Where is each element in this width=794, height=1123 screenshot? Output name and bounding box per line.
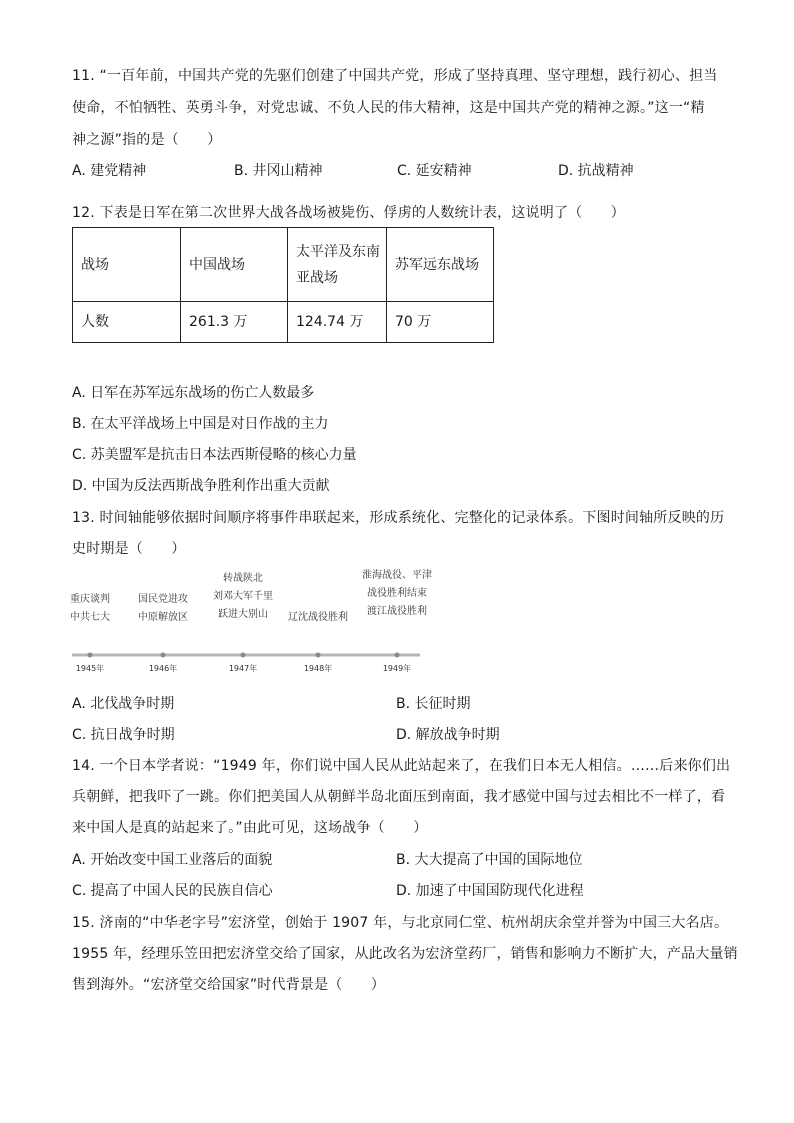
- q13-option-c: C. 抗日战争时期: [72, 727, 175, 743]
- table-row: [73, 228, 494, 302]
- timeline-event-line: 中共七大: [70, 612, 110, 623]
- timeline-year: 1948年: [303, 664, 333, 673]
- q14-option-d: D. 加速了中国国防现代化进程: [396, 883, 584, 899]
- timeline-dot: [88, 653, 93, 658]
- timeline-event-line: 中原解放区: [138, 612, 188, 623]
- q14-stem-line-2: 兵朝鲜，把我吓了一跳。你们把美国人从朝鲜半岛北面压到南面，我才感觉中国与过去相比不一样了，看: [72, 789, 726, 805]
- table-cell: 261.3 万: [181, 302, 288, 343]
- timeline-event-line: 渡江战役胜利: [367, 606, 427, 617]
- table-header-line: 亚战场: [296, 269, 338, 286]
- timeline-event: [70, 591, 110, 627]
- q12-option-b: B. 在太平洋战场上中国是对日作战的主力: [72, 416, 329, 432]
- table-cell: 70 万: [387, 302, 494, 343]
- timeline-dot: [241, 653, 246, 658]
- timeline-event-line: 转战陕北: [223, 573, 263, 584]
- q14-stem-line-1: 14. 一个日本学者说：“1949 年，你们说中国人民从此站起来了，在我们日本无人相信。……后来你们出: [72, 758, 731, 774]
- table-row: [73, 302, 494, 343]
- q12-stem: 12. 下表是日军在第二次世界大战各战场被毙伤、俘虏的人数统计表，这说明了（ ）: [72, 205, 625, 221]
- timeline-event-line: 淮海战役、平津: [362, 570, 432, 581]
- table-header-cell: [288, 228, 387, 302]
- q14-option-c: C. 提高了中国人民的民族自信心: [72, 883, 273, 899]
- q15-stem-line-3: 售到海外。“宏济堂交给国家”时代背景是（ ）: [72, 977, 386, 993]
- table-header-cell: 中国战场: [181, 228, 288, 302]
- q12-option-c: C. 苏美盟军是抗击日本法西斯侵略的核心力量: [72, 447, 357, 463]
- timeline-event-line: 重庆谈判: [70, 594, 110, 605]
- timeline-year: 1947年: [228, 664, 258, 673]
- q11-option-d: D. 抗战精神: [558, 163, 634, 179]
- table-header-cell: 苏军远东战场: [387, 228, 494, 302]
- timeline-event-line: 战役胜利结束: [367, 588, 427, 599]
- timeline-event: [138, 591, 188, 627]
- q12-option-d: D. 中国为反法西斯战争胜利作出重大贡献: [72, 478, 330, 494]
- q13-option-a: A. 北伐战争时期: [72, 696, 175, 712]
- timeline-year: 1946年: [148, 664, 178, 673]
- q11-option-b: B. 井冈山精神: [234, 163, 323, 179]
- timeline-event: [288, 609, 348, 627]
- q14-option-a: A. 开始改变中国工业落后的面貌: [72, 852, 273, 868]
- timeline-year: 1949年: [382, 664, 412, 673]
- q11-stem-line-2: 使命，不怕牺牲、英勇斗争，对党忠诚、不负人民的伟大精神，这是中国共产党的精神之源。”这一“精: [72, 100, 705, 116]
- q13-option-d: D. 解放战争时期: [396, 727, 500, 743]
- table-header-cell: 战场: [73, 228, 181, 302]
- timeline-event-line: 刘邓大军千里: [213, 591, 273, 602]
- q13-stem-line-1: 13. 时间轴能够依据时间顺序将事件串联起来，形成系统化、完整化的记录体系。下图时间轴所反映的历: [72, 510, 725, 526]
- timeline-event: [213, 570, 273, 624]
- timeline-event-line: 国民党进攻: [138, 594, 188, 605]
- casualty-table: [72, 227, 494, 343]
- timeline-dot: [395, 653, 400, 658]
- table-cell: 人数: [73, 302, 181, 343]
- history-timeline: [70, 565, 430, 685]
- table-cell: 124.74 万: [288, 302, 387, 343]
- table-header-line: 太平洋及东南: [296, 243, 380, 260]
- timeline-dot: [316, 653, 321, 658]
- q11-option-c: C. 延安精神: [397, 163, 472, 179]
- timeline-event-line: 跃进大别山: [218, 609, 268, 620]
- q13-stem-line-2: 史时期是（ ）: [72, 541, 186, 557]
- q15-stem-line-1: 15. 济南的“中华老字号”宏济堂，创始于 1907 年，与北京同仁堂、杭州胡庆余堂并誉为中国三大名店。: [72, 915, 729, 931]
- q11-option-a: A. 建党精神: [72, 163, 147, 179]
- timeline-dot: [161, 653, 166, 658]
- timeline-event-line: 辽沈战役胜利: [288, 612, 348, 623]
- q15-stem-line-2: 1955 年，经理乐笠田把宏济堂交给了国家，从此改名为宏济堂药厂，销售和影响力不断扩大，产品大量销: [72, 946, 738, 962]
- q13-option-b: B. 长征时期: [396, 696, 471, 712]
- q14-stem-line-3: 来中国人是真的站起来了。”由此可见，这场战争（ ）: [72, 820, 428, 836]
- timeline-year: 1945年: [75, 664, 105, 673]
- q12-option-a: A. 日军在苏军远东战场的伤亡人数最多: [72, 385, 315, 401]
- timeline-event: [362, 567, 432, 621]
- q11-stem-line-1: 11. “一百年前，中国共产党的先驱们创建了中国共产党，形成了坚持真理、坚守理想，践行初心、担当: [72, 68, 718, 84]
- q11-stem-line-3: 神之源”指的是（ ）: [72, 132, 222, 148]
- q14-option-b: B. 大大提高了中国的国际地位: [396, 852, 583, 868]
